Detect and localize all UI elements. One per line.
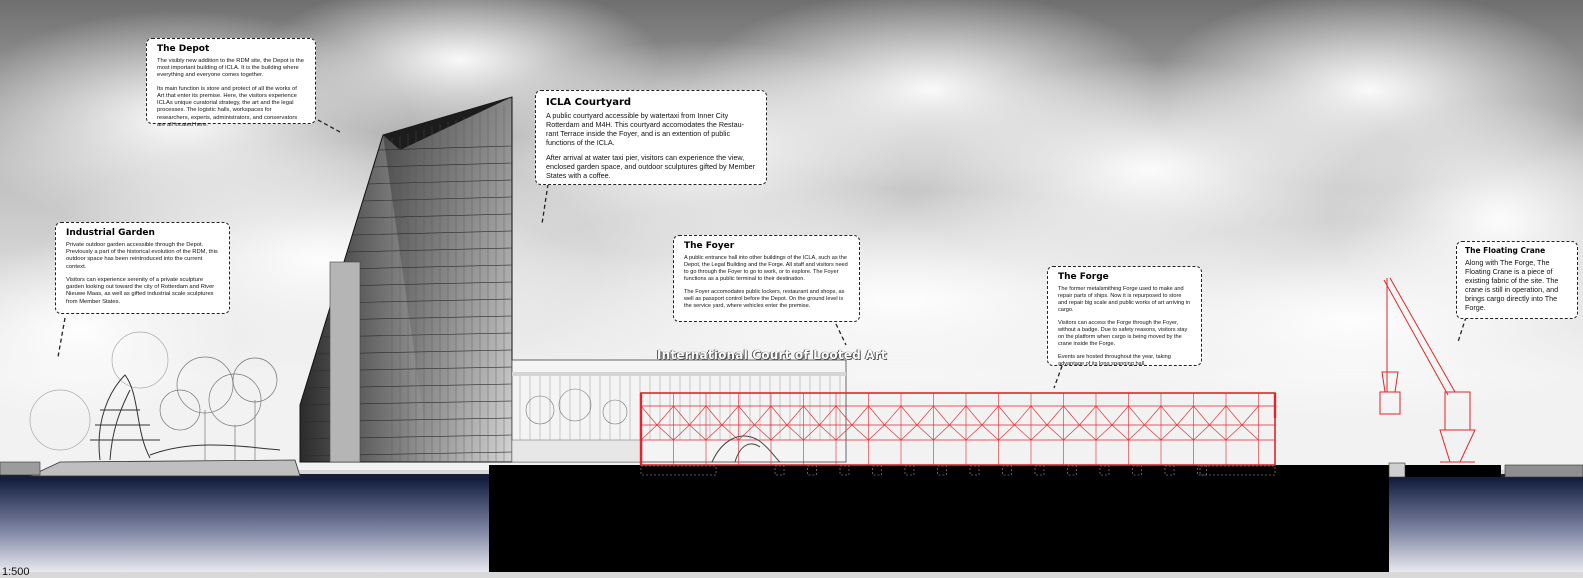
callout-forge-text-2: Visitors can access the Forge through the Foyer, without a badge. Due to safety reasons, visitors stay on the platform when cargo is being moved by the crane inside the Forge. xyxy=(1058,319,1188,347)
ground-section xyxy=(489,465,1389,572)
scale-label: 1:500 xyxy=(2,566,30,578)
callout-depot-title: The Depot xyxy=(157,44,210,54)
callout-forge xyxy=(1047,266,1202,366)
callout-crane-text-1: Along with The Forge, The Floating Crane is a piece of existing fabric of the site. The crane is still in operation, and brings cargo directly into The Forge. xyxy=(1465,258,1559,313)
callout-courtyard xyxy=(535,90,767,185)
callout-depot-text-2: Its main function is store and protect of all the works of Art that enter its premise. Here, the visitors experience ICLAs unique curatorial strategy, the art and the legal processes. The logistic halls, workspaces for researchers, experts, administrators, and conservators are all located here. xyxy=(157,85,298,128)
callout-courtyard-text-1: A public courtyard accessible by watertaxi from Inner City Rotterdam and M4H. This courtyard accomodates the Restau-rant Terrace inside the Foyer, and is an extention of public functions of the ICLA. xyxy=(546,111,745,147)
callout-foyer-text-1: A public entrance hall into other buildings of the ICLA, such as the Depot, the Legal Building and the Forge. All staff and visitors need to go through the Foyer to go to work, or to explore. The Foyer functions as a public terminal to their destination. xyxy=(684,254,848,282)
callout-garden-text-2: Visitors can experience serenity of a private sculpture garden looking out toward the city of Rotterdam and River Nieuwe Maas, as well as gifted industrial scale sculptures from Member States. xyxy=(66,276,215,305)
callout-depot xyxy=(146,38,316,128)
callout-foyer-title: The Foyer xyxy=(684,241,735,251)
callout-foyer-text-2: The Foyer accomodates public lockers, restaurant and shops, as well as passport control before the Depot. On the ground level is the service yard, where vehicles enter the premise. xyxy=(684,288,845,309)
building-signage: International Court of Looted Art xyxy=(657,348,887,362)
callout-forge-text-1: The former metalsmithing Forge used to make and repair parts of ships. Now it is repurposed to store and repair big scale and public works of art arriving in cargo. xyxy=(1058,285,1191,313)
callout-foyer xyxy=(673,235,860,322)
foyer-building xyxy=(512,360,846,462)
callout-courtyard-text-2: After arrival at water taxi pier, visitors can experience the view, enclosed garden space, and outdoor sculptures gifted by Member States with a coffee. xyxy=(546,153,755,180)
garden-quay xyxy=(30,460,300,476)
callout-forge-title: The Forge xyxy=(1058,272,1109,282)
callout-industrial-garden xyxy=(55,222,230,314)
callout-floating-crane xyxy=(1456,241,1578,319)
callout-crane-title: The Floating Crane xyxy=(1465,246,1546,255)
callout-garden-title: Industrial Garden xyxy=(66,228,155,238)
callout-forge-text-3: Events are hosted throughout the year, taking advantage of its long spanning hall. xyxy=(1058,353,1171,367)
callout-garden-text-1: Private outdoor garden accessible through the Depot. Previously a part of the historical evolution of the RDM, this outdoor space has been reintroduced into the current context. xyxy=(66,241,218,270)
callout-courtyard-title: ICLA Courtyard xyxy=(546,97,632,108)
callout-depot-text-1: The visibly new addition to the RDM site, the Depot is the most important building of ICLA. It is the building where everything and everyone comes together. xyxy=(157,57,304,79)
